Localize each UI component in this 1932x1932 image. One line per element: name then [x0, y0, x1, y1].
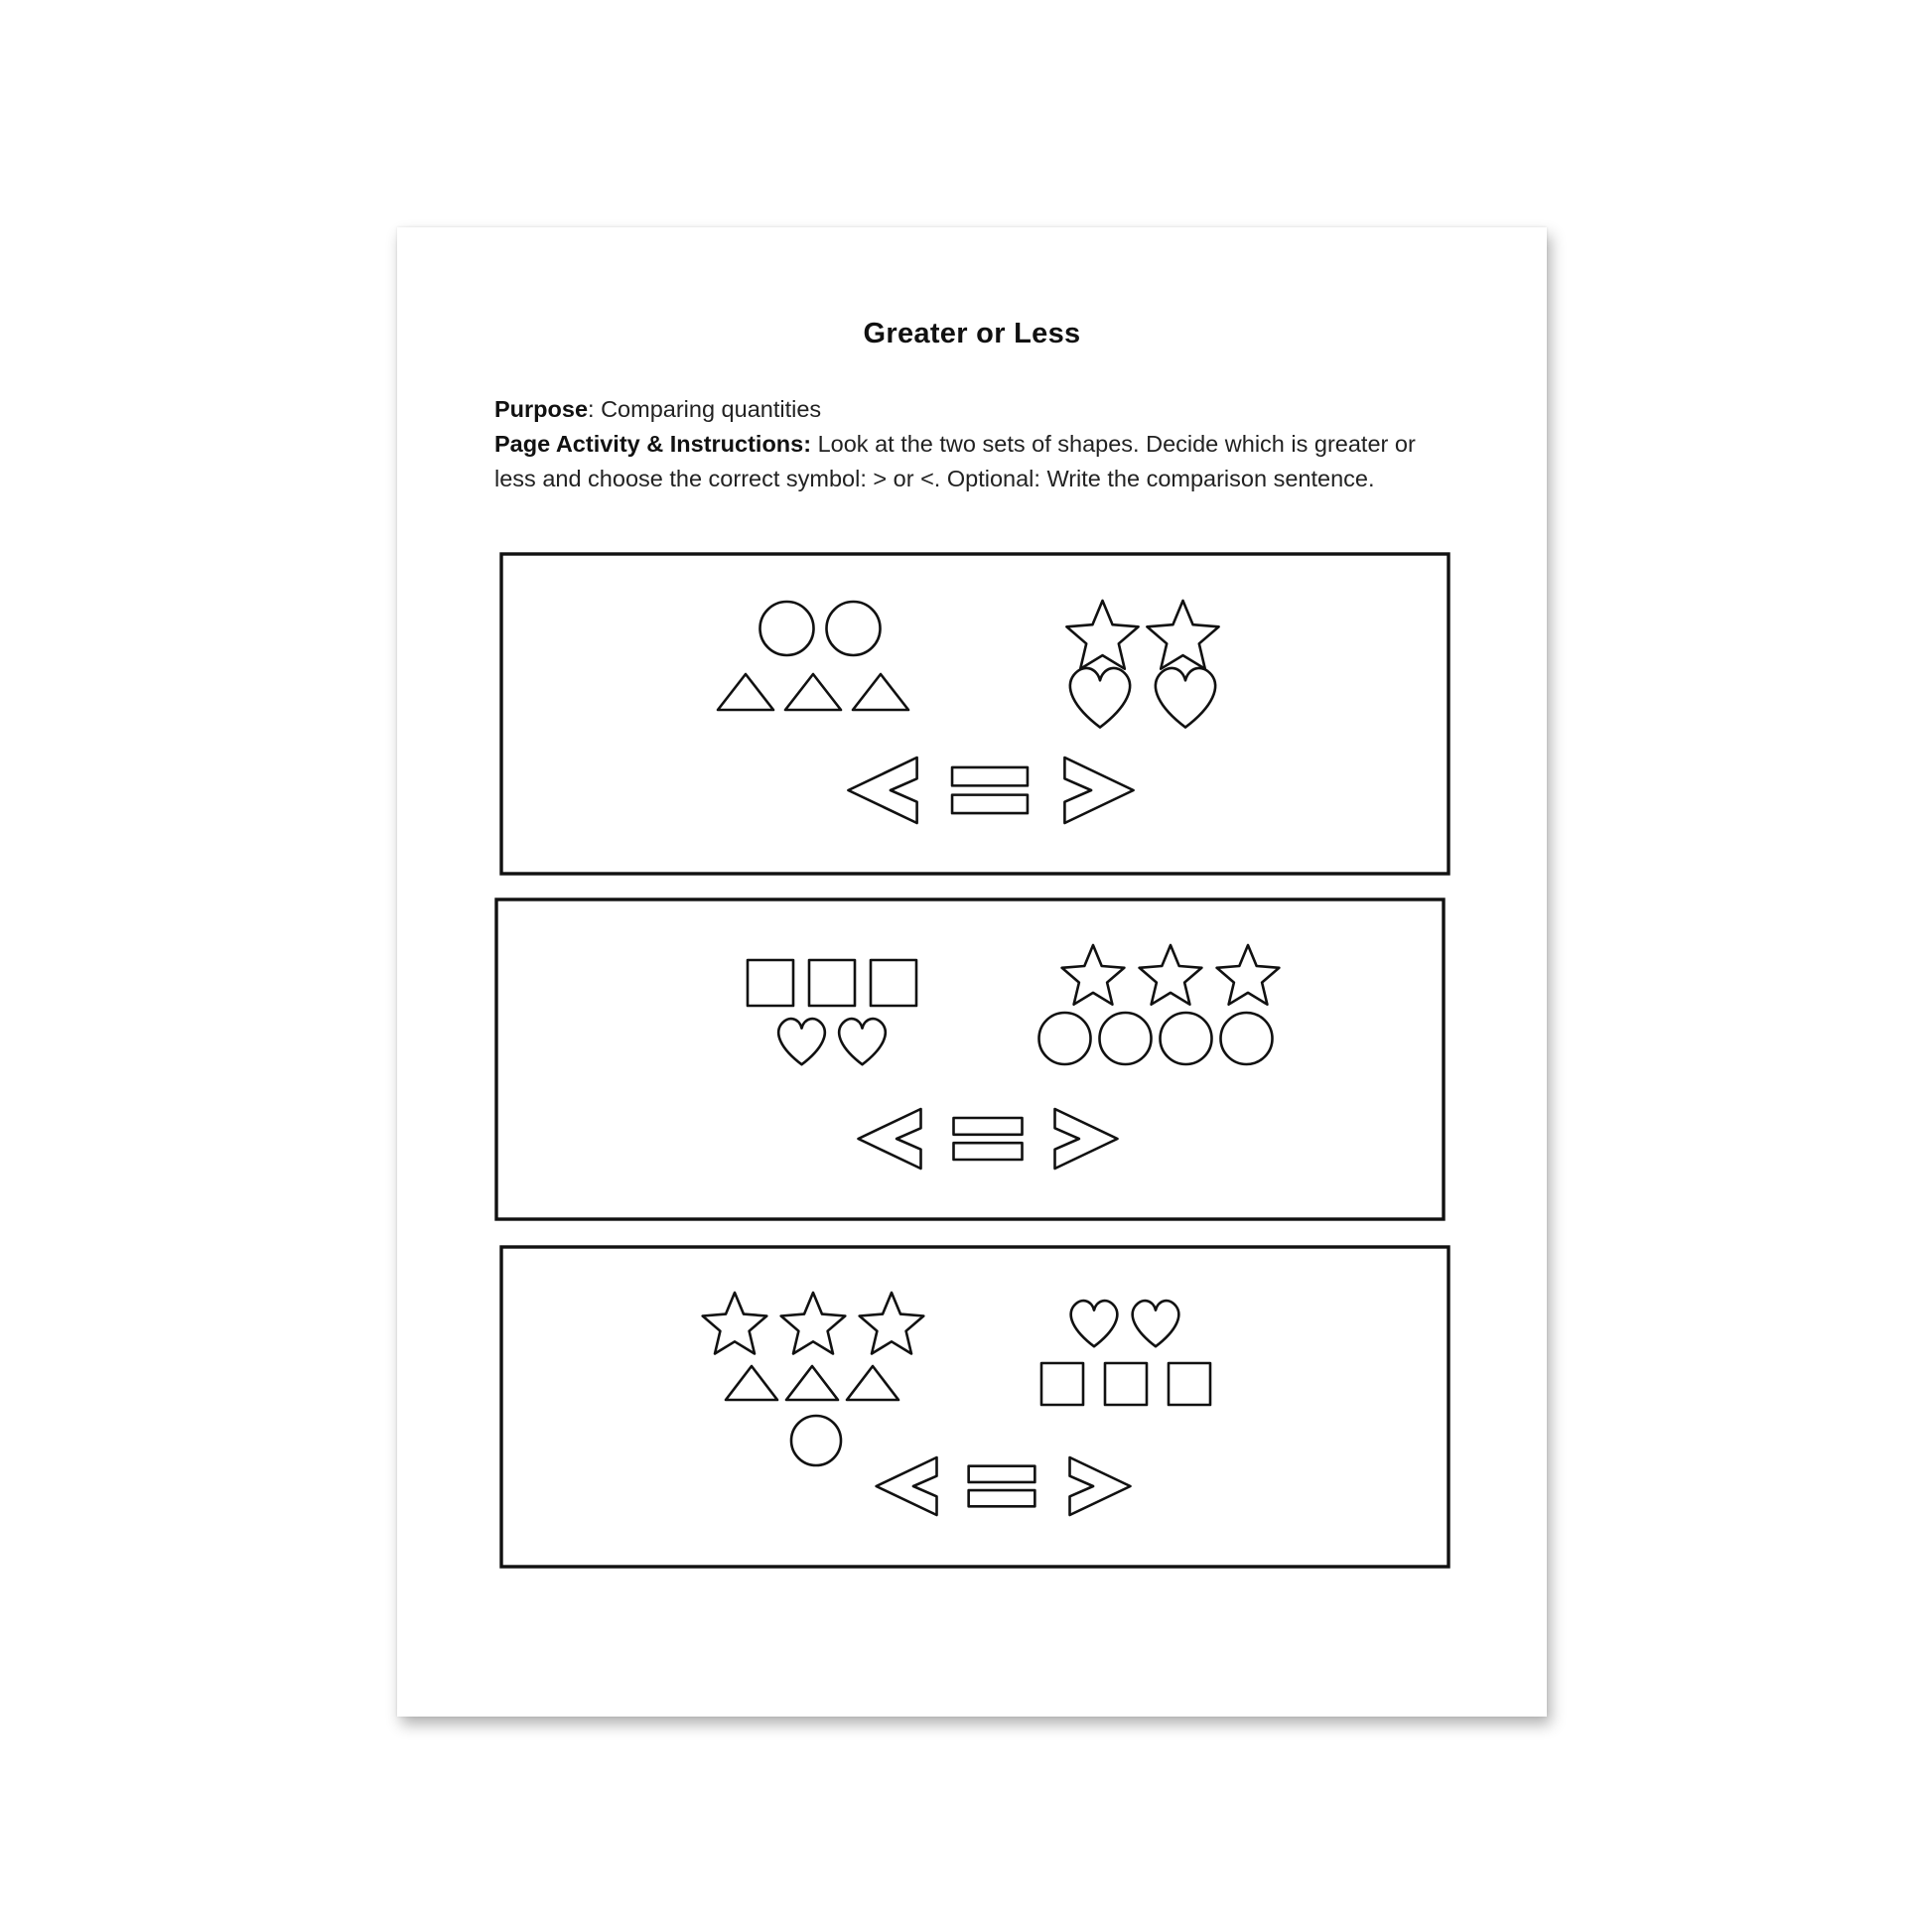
triangle-shape [785, 674, 841, 710]
circle-shape [1100, 1013, 1152, 1064]
triangle-shape [718, 674, 773, 710]
less-than-symbol [859, 1109, 921, 1169]
problem-box [501, 554, 1449, 874]
heart-shape [1071, 1301, 1118, 1346]
problem-panel-2 [496, 899, 1444, 1219]
heart-shape [778, 1019, 825, 1064]
worksheet-page [397, 227, 1547, 1717]
square-shape [748, 960, 793, 1006]
shapes-canvas [397, 227, 1547, 1717]
heart-shape [1070, 668, 1130, 728]
triangle-shape [847, 1366, 898, 1400]
equals-bar-bottom [954, 1143, 1023, 1160]
square-shape [871, 960, 916, 1006]
purpose-text: : Comparing quantities [588, 396, 822, 422]
circle-shape [760, 602, 814, 655]
equals-bar-top [969, 1466, 1035, 1482]
square-shape [1041, 1363, 1083, 1405]
star-shape [1147, 601, 1218, 669]
greater-than-symbol [1055, 1109, 1118, 1169]
star-shape [1217, 945, 1280, 1005]
circle-shape [1161, 1013, 1212, 1064]
equals-symbol [954, 1118, 1023, 1160]
star-shape [1066, 601, 1138, 669]
left-group [703, 1293, 924, 1465]
star-shape [781, 1293, 846, 1354]
heart-shape [1156, 668, 1215, 728]
right-group [1039, 945, 1280, 1064]
less-than-symbol [877, 1457, 937, 1515]
square-shape [1169, 1363, 1210, 1405]
problem-box [496, 899, 1444, 1219]
symbol-choices [859, 1109, 1118, 1169]
greater-than-symbol [1064, 758, 1133, 823]
star-shape [860, 1293, 924, 1354]
purpose-label: Purpose [494, 396, 589, 422]
circle-shape [1221, 1013, 1273, 1064]
page-title: Greater or Less [863, 318, 1081, 349]
equals-bar-bottom [969, 1490, 1035, 1506]
triangle-shape [726, 1366, 777, 1400]
circle-shape [827, 602, 881, 655]
triangle-shape [786, 1366, 838, 1400]
right-group [1041, 1301, 1210, 1405]
symbol-choices [848, 758, 1133, 823]
star-shape [1062, 945, 1125, 1005]
circle-shape [791, 1416, 841, 1465]
heart-shape [1133, 1301, 1179, 1346]
equals-bar-bottom [952, 795, 1028, 813]
problem-box [501, 1247, 1449, 1567]
symbol-choices [877, 1457, 1131, 1515]
equals-bar-top [954, 1118, 1023, 1135]
problem-panel-3 [501, 1247, 1449, 1567]
circle-shape [1039, 1013, 1091, 1064]
star-shape [703, 1293, 767, 1354]
equals-bar-top [952, 767, 1028, 785]
heart-shape [839, 1019, 886, 1064]
star-shape [1140, 945, 1202, 1005]
problem-panels [397, 227, 1547, 1717]
square-shape [809, 960, 855, 1006]
left-group [748, 960, 916, 1064]
greater-than-symbol [1070, 1457, 1131, 1515]
square-shape [1105, 1363, 1147, 1405]
equals-symbol [952, 767, 1028, 813]
instructions-text: Look at the two sets of shapes. Decide which is greater or less and choose the correct symbol: > or <. Optional: Write the comparison sentence. [494, 431, 1416, 491]
equals-symbol [969, 1466, 1035, 1507]
right-group [1066, 601, 1218, 728]
instructions-label: Page Activity & Instructions: [494, 431, 812, 457]
left-group [718, 602, 908, 710]
problem-panel-1 [501, 554, 1449, 874]
triangle-shape [853, 674, 908, 710]
less-than-symbol [848, 758, 916, 823]
